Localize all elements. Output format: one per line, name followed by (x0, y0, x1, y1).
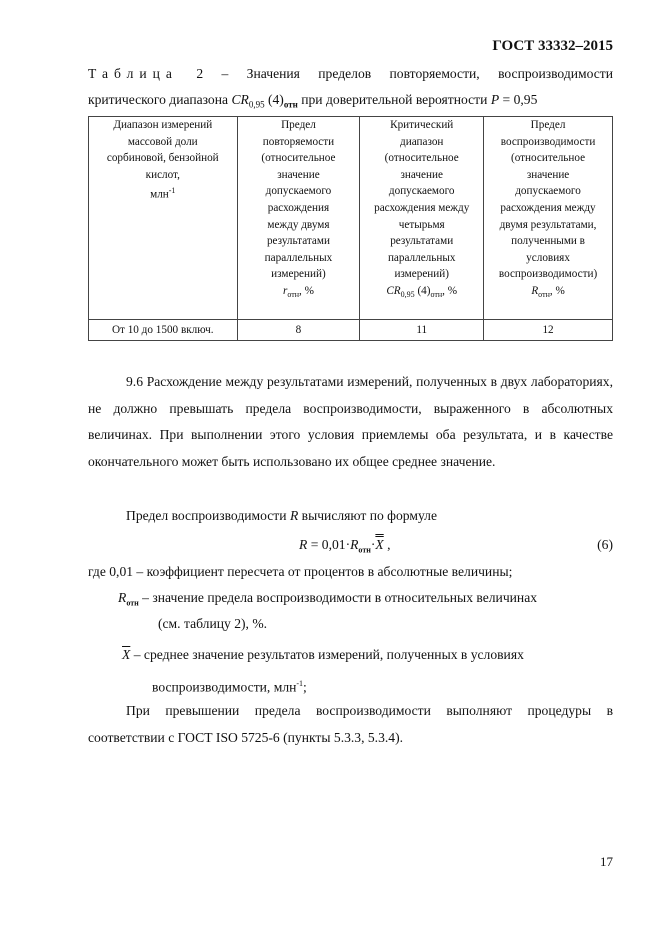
table-caption (88, 61, 613, 118)
cr-rel-subscript: отн (283, 99, 298, 110)
where-x-line2: воспроизводимости, млн$^{-1}$; (152, 679, 307, 695)
table-row (89, 320, 613, 341)
cell-r: 8 (237, 320, 360, 341)
p-symbol: P (490, 92, 500, 107)
page-number: 17 (600, 854, 613, 869)
header-range: Диапазон измерений массовой доли сорбиновой, бензойной кислот, млн$^{-1}$ (89, 117, 238, 320)
caption-word: Таблица (88, 66, 178, 81)
formula-intro: Предел воспроизводимости R вычисляют по формуле (126, 508, 437, 523)
caption-text-line2-mid: при доверительной вероятности (301, 92, 488, 107)
formula-6: $R = 0,01\cdot R_{отн}\cdot X$ , (299, 537, 391, 555)
where-r-line2: (см. таблицу 2), %. (158, 616, 268, 631)
closing-paragraph: При превышении предела воспроизводимости выполняют процедуры в соответствии с ГОСТ ISO 5725-6 (пункты 5.3.3, 5.3.4). (88, 703, 613, 745)
header-reproducibility: Предел воспроизводимости (относительное значение допускаемого расхождения между двумя результатами, полученными в условиях воспроизводимости) $R_{отн}$, % (484, 117, 613, 320)
where-x-line1: $\overline{X}$ – среднее значение результатов измерений, полученных в условиях (122, 647, 524, 662)
cr-symbol: CR (231, 92, 249, 107)
cell-R: 12 (484, 320, 613, 341)
table-header-row (89, 117, 613, 320)
cr-subscript: 0,95 (248, 99, 265, 110)
p-value: = 0,95 (502, 92, 538, 107)
caption-number: 2 (196, 66, 204, 81)
formula-number: (6) (597, 537, 613, 552)
document-code: ГОСТ 33332–2015 (492, 38, 613, 54)
where-r-line1: $R_{отн}$ – значение предела воспроизводимости в относительных величинах (118, 590, 538, 608)
header-critical-range: Критический диапазон (относительное значение допускаемого расхождения между четырьмя результатами параллельных измерений) $CR_{0,95}$ $(4)_{отн}$, % (360, 117, 484, 320)
section-9-6: 9.6 Расхождение между результатами измерений, полученных в двух лабораториях, не должно превышать предела воспроизводимости, выраженного в абсолютных величинах. При выполнении этого условия приемлемы оба результата, и в качестве окончательного может быть использовано их общее среднее значение. (88, 374, 613, 469)
cell-range: От 10 до 1500 включ. (89, 320, 238, 341)
where-line1: где 0,01 – коэффициент пересчета от процентов в абсолютные величины; (88, 564, 513, 579)
caption-text-line2: критического диапазона (88, 92, 229, 107)
header-repeatability: Предел повторяемости (относительное значение допускаемого расхождения между двумя результатами параллельных измерений) $r_{отн}$, % (237, 117, 360, 320)
cell-cr: 11 (360, 320, 484, 341)
limits-table (88, 116, 613, 341)
cr-argument: (4) (267, 92, 284, 107)
caption-text-line1: – Значения пределов повторяемости, воспроизводимости (221, 66, 613, 81)
